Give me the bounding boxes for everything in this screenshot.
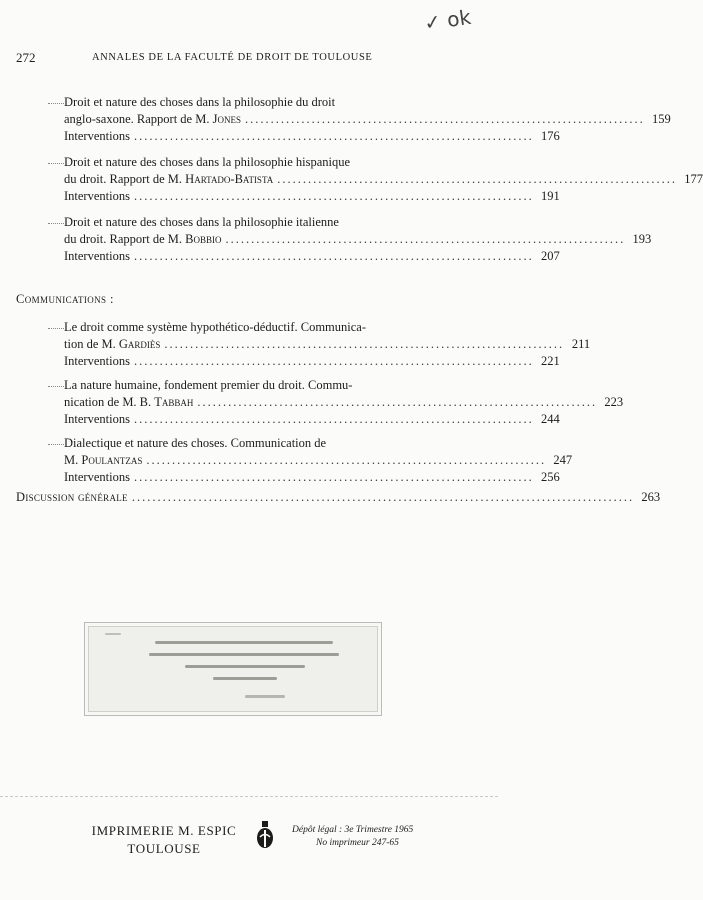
entry-page: 159 <box>651 112 671 126</box>
page-number: 272 <box>16 50 36 65</box>
interventions-page: 244 <box>540 412 560 426</box>
communications-heading: Communications : <box>16 292 114 306</box>
entry-title-tail: du droit. Rapport de M. <box>64 172 186 186</box>
entry-title-line: Droit et nature des choses dans la philosophie du droit <box>64 95 336 109</box>
leader-dots: .................................................................................................. <box>131 490 635 504</box>
entry-title-line: Le droit comme système hypothético-déductif. Communica- <box>64 320 367 334</box>
interventions-line <box>64 469 560 486</box>
leader-dots: .............................................................................. <box>133 470 534 484</box>
entry-title-line: La nature humaine, fondement premier du droit. Commu- <box>64 378 353 392</box>
toc-entry <box>64 319 591 370</box>
interventions-line <box>64 353 560 370</box>
entry-author: Gardiès <box>118 337 161 351</box>
printer-name <box>74 822 254 858</box>
entry-title-line: Droit et nature des choses dans la philosophie hispanique <box>64 155 351 169</box>
entry-page: 193 <box>632 232 652 246</box>
entry-author: Poulantzas <box>81 453 143 467</box>
entry-dash <box>48 103 64 104</box>
entry-author: Bobbio <box>185 232 222 246</box>
entry-author-line <box>64 336 591 353</box>
interventions-label: Interventions <box>64 189 130 203</box>
entry-title-tail: anglo-saxone. Rapport de M. <box>64 112 213 126</box>
printer-line2: TOULOUSE <box>127 841 201 856</box>
entry-author: Jones <box>212 112 241 126</box>
entry-page: 247 <box>553 453 573 467</box>
interventions-page: 221 <box>540 354 560 368</box>
entry-dash <box>48 386 64 387</box>
leader-dots: .............................................................................. <box>133 249 534 263</box>
entry-author-line <box>64 111 671 128</box>
running-title: ANNALES DE LA FACULTÉ DE DROIT DE TOULOUSE <box>92 52 373 63</box>
toc-entry <box>64 94 671 145</box>
entry-dash <box>48 163 64 164</box>
printer-emblem-icon <box>256 820 274 850</box>
interventions-label: Interventions <box>64 354 130 368</box>
leader-dots: .............................................................................. <box>133 354 534 368</box>
discussion-page: 263 <box>641 490 661 504</box>
toc-entry <box>64 377 624 428</box>
entry-author-line <box>64 231 652 248</box>
interventions-line <box>64 188 560 205</box>
entry-title-line: Droit et nature des choses dans la philosophie italienne <box>64 215 339 229</box>
interventions-page: 207 <box>540 249 560 263</box>
leader-dots: .............................................................................. <box>244 112 645 126</box>
entry-title-tail: du droit. Rapport de M. <box>64 232 186 246</box>
entry-dash <box>48 223 64 224</box>
leader-dots: .............................................................................. <box>277 172 677 186</box>
handwritten-note: ✓ ok <box>422 4 473 36</box>
entry-author: Hartado-Batista <box>185 172 274 186</box>
interventions-page: 191 <box>540 189 560 203</box>
interventions-line <box>64 128 560 145</box>
leader-dots: .............................................................................. <box>225 232 626 246</box>
library-stamp <box>84 622 382 716</box>
interventions-label: Interventions <box>64 470 130 484</box>
entry-title-tail: nication de M. B. <box>64 395 155 409</box>
entry-dash <box>48 444 64 445</box>
depot-legal: Dépôt légal : 3e Trimestre 1965 <box>292 825 414 835</box>
interventions-page: 176 <box>540 129 560 143</box>
entry-title-line: Dialectique et nature des choses. Communication de <box>64 436 327 450</box>
interventions-line <box>64 248 560 265</box>
entry-title-tail: M. <box>64 453 82 467</box>
interventions-page: 256 <box>540 470 560 484</box>
entry-author-line <box>64 171 703 188</box>
entry-dash <box>48 328 64 329</box>
imprimeur-number: No imprimeur 247-65 <box>316 838 399 848</box>
entry-author: Tabbah <box>154 395 194 409</box>
toc-entry <box>64 435 573 486</box>
entry-title-tail: tion de M. <box>64 337 119 351</box>
interventions-label: Interventions <box>64 129 130 143</box>
leader-dots: .............................................................................. <box>133 189 534 203</box>
leader-dots: .............................................................................. <box>146 453 547 467</box>
leader-dots: .............................................................................. <box>197 395 598 409</box>
printer-line1: IMPRIMERIE M. ESPIC <box>91 823 237 838</box>
leader-dots: .............................................................................. <box>164 337 565 351</box>
interventions-label: Interventions <box>64 412 130 426</box>
discussion-label: Discussion générale <box>16 490 128 504</box>
depot-legal-block <box>292 824 413 850</box>
discussion-generale-line <box>16 490 661 505</box>
entry-author-line <box>64 452 573 469</box>
interventions-line <box>64 411 560 428</box>
entry-page: 177 <box>684 172 703 186</box>
leader-dots: .............................................................................. <box>133 129 534 143</box>
toc-entry <box>64 214 652 265</box>
entry-page: 223 <box>604 395 624 409</box>
leader-dots: .............................................................................. <box>133 412 534 426</box>
footer-rule <box>0 796 498 797</box>
toc-entry <box>64 154 703 205</box>
entry-author-line <box>64 394 624 411</box>
entry-page: 211 <box>571 337 591 351</box>
interventions-label: Interventions <box>64 249 130 263</box>
